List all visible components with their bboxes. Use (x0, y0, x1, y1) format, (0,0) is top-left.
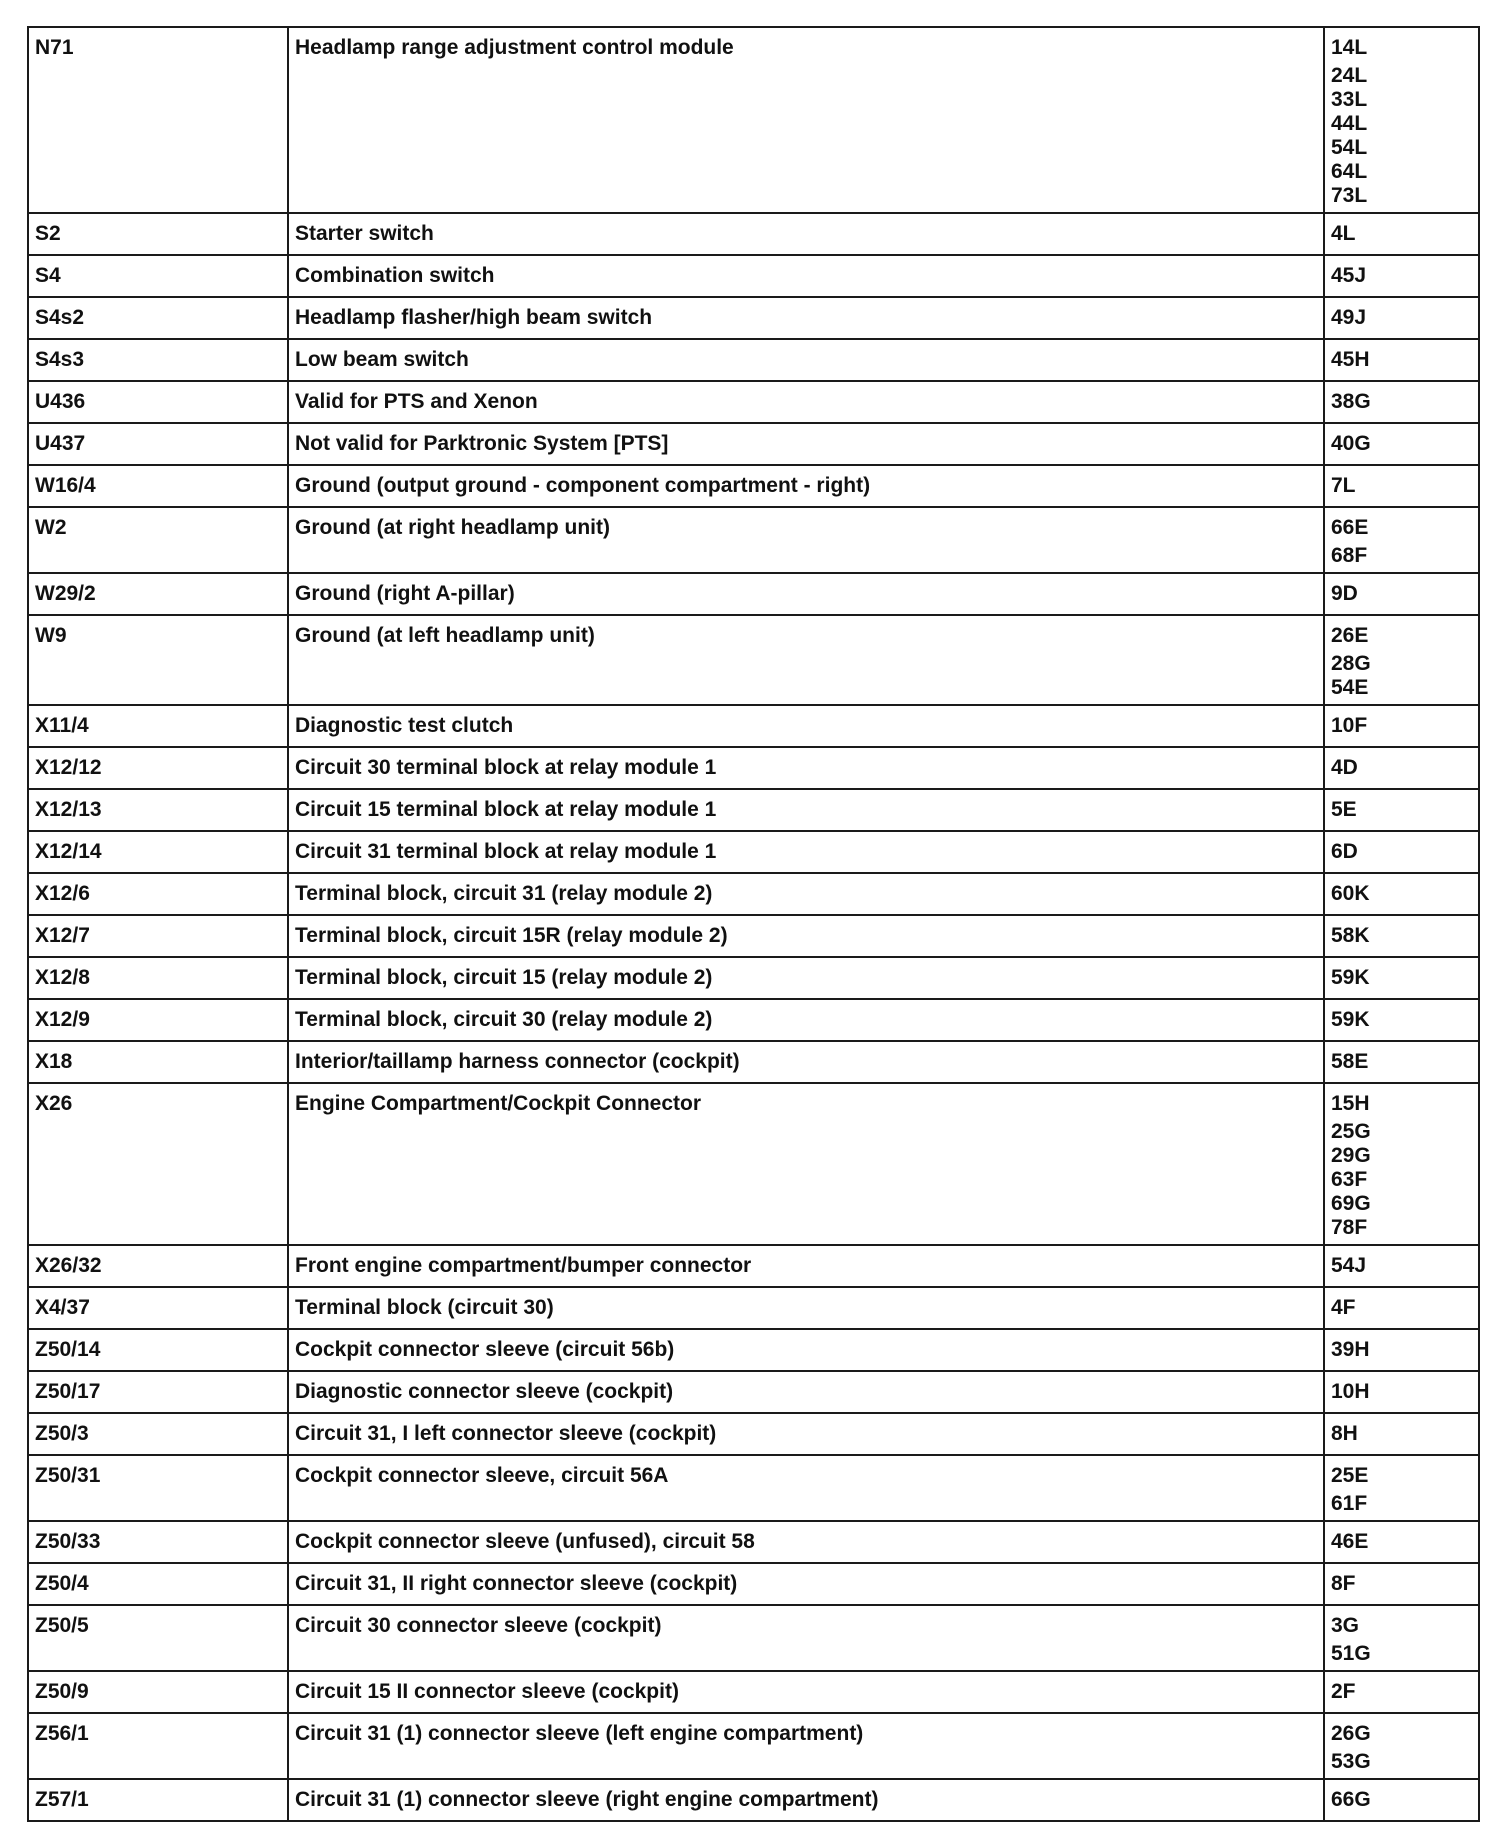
component-id: Z50/31 (28, 1455, 288, 1521)
component-description: Headlamp range adjustment control module (288, 27, 1324, 213)
component-id: Z50/33 (28, 1521, 288, 1563)
component-description: Circuit 30 connector sleeve (cockpit) (288, 1605, 1324, 1671)
component-id: Z50/5 (28, 1605, 288, 1671)
grid-location: 3G (1331, 1614, 1360, 1637)
grid-locations (1324, 1779, 1479, 1821)
table-row (28, 297, 1479, 339)
grid-location: 54L (1331, 136, 1368, 159)
grid-location: 10F (1331, 714, 1368, 737)
component-id: S2 (28, 213, 288, 255)
table-row (28, 381, 1479, 423)
component-id: N71 (28, 27, 288, 213)
grid-location: 24L (1331, 64, 1368, 87)
table-row (28, 423, 1479, 465)
grid-location: 38G (1331, 390, 1371, 413)
component-id: X12/14 (28, 831, 288, 873)
component-id: X12/8 (28, 957, 288, 999)
grid-locations (1324, 1413, 1479, 1455)
grid-location: 58E (1331, 1050, 1369, 1073)
component-id: W2 (28, 507, 288, 573)
component-id: X11/4 (28, 705, 288, 747)
component-description: Circuit 31, II right connector sleeve (cockpit) (288, 1563, 1324, 1605)
component-description: Headlamp flasher/high beam switch (288, 297, 1324, 339)
grid-location: 5E (1331, 798, 1357, 821)
component-table-container (27, 26, 1480, 1822)
grid-location: 14L (1331, 36, 1368, 59)
component-id: X12/7 (28, 915, 288, 957)
grid-locations (1324, 423, 1479, 465)
table-row (28, 573, 1479, 615)
grid-locations (1324, 999, 1479, 1041)
component-id: X26 (28, 1083, 288, 1245)
component-description: Terminal block (circuit 30) (288, 1287, 1324, 1329)
table-row (28, 1041, 1479, 1083)
grid-location: 66E (1331, 516, 1369, 539)
grid-locations (1324, 381, 1479, 423)
table-row (28, 999, 1479, 1041)
table-row (28, 1083, 1479, 1245)
grid-locations (1324, 1671, 1479, 1713)
component-description: Engine Compartment/Cockpit Connector (288, 1083, 1324, 1245)
grid-location: 64L (1331, 160, 1368, 183)
table-row (28, 1521, 1479, 1563)
component-id: X12/9 (28, 999, 288, 1041)
table-row (28, 915, 1479, 957)
component-id: Z50/4 (28, 1563, 288, 1605)
table-body (28, 27, 1479, 1821)
grid-location: 7L (1331, 474, 1356, 497)
table-row (28, 255, 1479, 297)
grid-location: 78F (1331, 1216, 1368, 1239)
component-description: Front engine compartment/bumper connector (288, 1245, 1324, 1287)
component-description: Cockpit connector sleeve (circuit 56b) (288, 1329, 1324, 1371)
component-id: S4s2 (28, 297, 288, 339)
component-description: Valid for PTS and Xenon (288, 381, 1324, 423)
component-description: Circuit 31 (1) connector sleeve (left engine compartment) (288, 1713, 1324, 1779)
grid-location: 45H (1331, 348, 1370, 371)
grid-location: 40G (1331, 432, 1371, 455)
component-description: Ground (at left headlamp unit) (288, 615, 1324, 705)
grid-location: 53G (1331, 1750, 1371, 1773)
grid-location: 29G (1331, 1144, 1371, 1167)
table-row (28, 507, 1479, 573)
table-row (28, 27, 1479, 213)
table-row (28, 1713, 1479, 1779)
component-description: Circuit 31 (1) connector sleeve (right engine compartment) (288, 1779, 1324, 1821)
table-row (28, 465, 1479, 507)
component-description: Terminal block, circuit 30 (relay module 2) (288, 999, 1324, 1041)
grid-location: 8H (1331, 1422, 1358, 1445)
table-row (28, 1245, 1479, 1287)
component-description: Diagnostic connector sleeve (cockpit) (288, 1371, 1324, 1413)
grid-locations (1324, 1041, 1479, 1083)
table-row (28, 1455, 1479, 1521)
grid-location: 59K (1331, 966, 1370, 989)
component-id: W16/4 (28, 465, 288, 507)
table-row (28, 831, 1479, 873)
grid-locations (1324, 507, 1479, 573)
component-description: Diagnostic test clutch (288, 705, 1324, 747)
component-id: U437 (28, 423, 288, 465)
grid-location: 45J (1331, 264, 1367, 287)
grid-location: 33L (1331, 88, 1368, 111)
component-id: X26/32 (28, 1245, 288, 1287)
component-description: Terminal block, circuit 15 (relay module 2) (288, 957, 1324, 999)
table-row (28, 873, 1479, 915)
grid-location: 15H (1331, 1092, 1370, 1115)
grid-locations (1324, 873, 1479, 915)
grid-locations (1324, 1521, 1479, 1563)
table-row (28, 1329, 1479, 1371)
grid-locations (1324, 789, 1479, 831)
component-id: Z57/1 (28, 1779, 288, 1821)
component-id: X12/6 (28, 873, 288, 915)
component-description: Circuit 15 terminal block at relay module 1 (288, 789, 1324, 831)
grid-location: 51G (1331, 1642, 1371, 1665)
table-row (28, 339, 1479, 381)
component-id: Z56/1 (28, 1713, 288, 1779)
component-description: Circuit 30 terminal block at relay module 1 (288, 747, 1324, 789)
grid-location: 49J (1331, 306, 1367, 329)
grid-locations (1324, 1329, 1479, 1371)
grid-locations (1324, 915, 1479, 957)
grid-location: 63F (1331, 1168, 1368, 1191)
grid-locations (1324, 213, 1479, 255)
grid-locations (1324, 1287, 1479, 1329)
component-id: Z50/9 (28, 1671, 288, 1713)
grid-location: 59K (1331, 1008, 1370, 1031)
component-description: Ground (output ground - component compartment - right) (288, 465, 1324, 507)
component-description: Circuit 31 terminal block at relay module 1 (288, 831, 1324, 873)
component-id: X12/12 (28, 747, 288, 789)
component-id: U436 (28, 381, 288, 423)
grid-locations (1324, 1563, 1479, 1605)
grid-location: 26E (1331, 624, 1369, 647)
grid-location: 25E (1331, 1464, 1369, 1487)
grid-location: 68F (1331, 544, 1368, 567)
component-description: Low beam switch (288, 339, 1324, 381)
component-description: Terminal block, circuit 31 (relay module 2) (288, 873, 1324, 915)
grid-locations (1324, 27, 1479, 213)
grid-location: 10H (1331, 1380, 1370, 1403)
component-id: S4s3 (28, 339, 288, 381)
table-row (28, 1287, 1479, 1329)
grid-locations (1324, 1713, 1479, 1779)
grid-location: 58K (1331, 924, 1370, 947)
grid-location: 6D (1331, 840, 1358, 863)
component-description: Circuit 31, I left connector sleeve (cockpit) (288, 1413, 1324, 1455)
grid-location: 2F (1331, 1680, 1356, 1703)
component-description: Terminal block, circuit 15R (relay module 2) (288, 915, 1324, 957)
table-row (28, 1563, 1479, 1605)
table-row (28, 1371, 1479, 1413)
table-row (28, 1605, 1479, 1671)
grid-locations (1324, 747, 1479, 789)
grid-locations (1324, 465, 1479, 507)
grid-location: 73L (1331, 184, 1368, 207)
component-id: Z50/14 (28, 1329, 288, 1371)
component-description: Not valid for Parktronic System [PTS] (288, 423, 1324, 465)
grid-location: 9D (1331, 582, 1358, 605)
grid-locations (1324, 1371, 1479, 1413)
grid-location: 44L (1331, 112, 1368, 135)
component-description: Cockpit connector sleeve (unfused), circuit 58 (288, 1521, 1324, 1563)
grid-locations (1324, 1455, 1479, 1521)
table-row (28, 747, 1479, 789)
grid-location: 4F (1331, 1296, 1356, 1319)
table-row (28, 213, 1479, 255)
component-id: W9 (28, 615, 288, 705)
grid-locations (1324, 957, 1479, 999)
grid-location: 54E (1331, 676, 1369, 699)
grid-locations (1324, 615, 1479, 705)
table-row (28, 1779, 1479, 1821)
grid-location: 28G (1331, 652, 1371, 675)
table-row (28, 789, 1479, 831)
grid-location: 4D (1331, 756, 1358, 779)
grid-locations (1324, 339, 1479, 381)
component-id: Z50/3 (28, 1413, 288, 1455)
component-description: Combination switch (288, 255, 1324, 297)
component-id: X4/37 (28, 1287, 288, 1329)
component-description: Ground (right A-pillar) (288, 573, 1324, 615)
component-id: Z50/17 (28, 1371, 288, 1413)
table-row (28, 1671, 1479, 1713)
component-id: W29/2 (28, 573, 288, 615)
grid-locations (1324, 297, 1479, 339)
grid-locations (1324, 573, 1479, 615)
component-id: X12/13 (28, 789, 288, 831)
grid-location: 54J (1331, 1254, 1367, 1277)
component-description: Circuit 15 II connector sleeve (cockpit) (288, 1671, 1324, 1713)
component-id: X18 (28, 1041, 288, 1083)
grid-location: 61F (1331, 1492, 1368, 1515)
grid-locations (1324, 1083, 1479, 1245)
component-location-table (27, 26, 1480, 1822)
component-description: Interior/taillamp harness connector (cockpit) (288, 1041, 1324, 1083)
grid-location: 25G (1331, 1120, 1371, 1143)
table-row (28, 705, 1479, 747)
grid-location: 46E (1331, 1530, 1369, 1553)
table-row (28, 1413, 1479, 1455)
grid-locations (1324, 831, 1479, 873)
table-row (28, 957, 1479, 999)
grid-location: 4L (1331, 222, 1356, 245)
component-id: S4 (28, 255, 288, 297)
table-row (28, 615, 1479, 705)
component-description: Cockpit connector sleeve, circuit 56A (288, 1455, 1324, 1521)
grid-location: 69G (1331, 1192, 1371, 1215)
grid-locations (1324, 255, 1479, 297)
grid-location: 26G (1331, 1722, 1371, 1745)
grid-location: 60K (1331, 882, 1370, 905)
grid-location: 66G (1331, 1788, 1371, 1811)
grid-location: 8F (1331, 1572, 1356, 1595)
component-description: Starter switch (288, 213, 1324, 255)
grid-locations (1324, 1605, 1479, 1671)
grid-locations (1324, 1245, 1479, 1287)
grid-location: 39H (1331, 1338, 1370, 1361)
grid-locations (1324, 705, 1479, 747)
component-description: Ground (at right headlamp unit) (288, 507, 1324, 573)
